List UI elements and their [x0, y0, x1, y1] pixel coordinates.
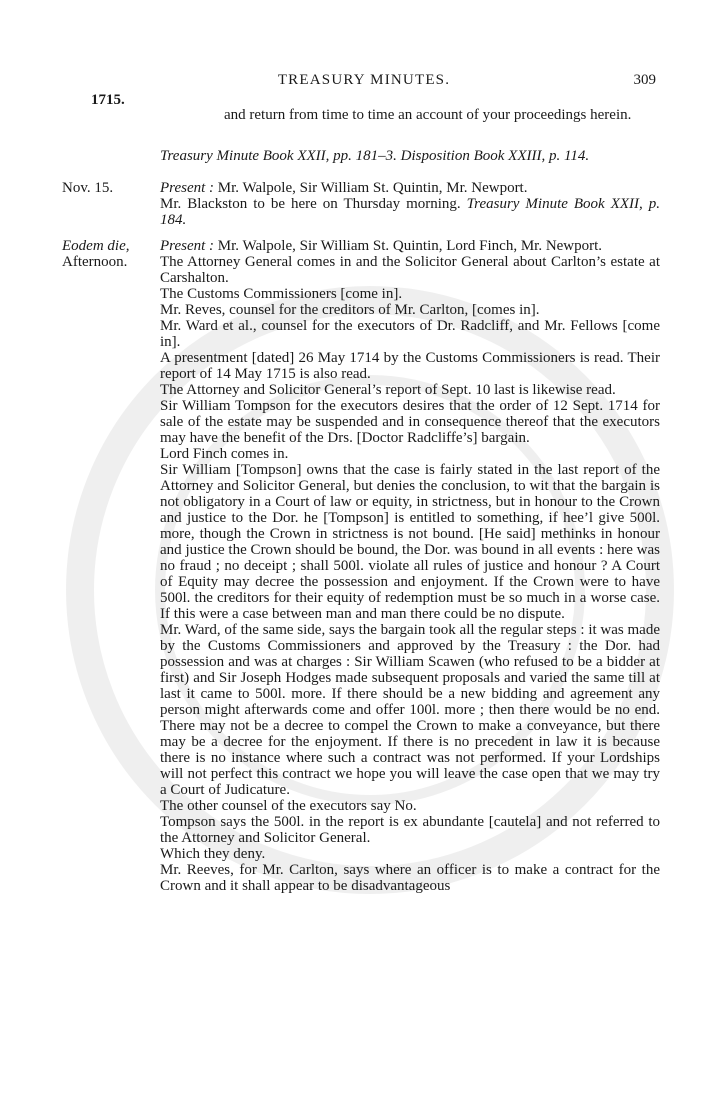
- margin-date-eodem-line2: Afternoon.: [62, 254, 128, 270]
- minute-reference: Treasury Minute Book XXII, p. 184.: [160, 196, 660, 228]
- entry-eodem: [160, 238, 660, 894]
- continuation-block: [160, 107, 660, 123]
- paragraph: Which they deny.: [160, 846, 266, 862]
- continuation-text: and return from time to time an account of your proceedings herein.: [224, 107, 632, 123]
- paragraph: The Attorney and Solicitor General’s report of Sept. 10 last is likewise read.: [160, 382, 616, 398]
- paragraph: A presentment [dated] 26 May 1714 by the Customs Commissioners is read. Their report of 14 May 1715 is also read.: [160, 350, 660, 382]
- paragraph: Mr. Ward et al., counsel for the executors of Dr. Radcliff, and Mr. Fellows [come in].: [160, 318, 660, 350]
- present-members: Mr. Walpole, Sir William St. Quintin, Lord Finch, Mr. Newport.: [217, 238, 603, 254]
- margin-date-nov15: Nov. 15.: [62, 180, 114, 196]
- continuation-reference-block: [160, 148, 660, 164]
- paragraph: Mr. Reves, counsel for the creditors of Mr. Carlton, [comes in].: [160, 302, 540, 318]
- present-line: [160, 238, 660, 254]
- paragraph: Mr. Reeves, for Mr. Carlton, says where an officer is to make a contract for the Crown and it shall appear to be disadvantageous: [160, 862, 660, 894]
- paragraph: Mr. Ward, of the same side, says the bargain took all the regular steps : it was made by the Customs Commissioners and approved by the Treasury : the Dor. had possession and was at charges : Sir William Scawen (who refused to be a bidder at first) and Sir Joseph Hodges made subsequent proposals and varied the same till at last it came to 500l. more. If there should be a new bidding and agreement any person might afterwards come and offer 100l. more ; then there would be no end. There may not be a decree to compel the Crown to make a conveyance, but there may be a decree for the enjoyment. If there is no precedent in law it is because there is no instance where such a contract was not performed. If your Lordships will not perfect this contract we hope you will leave the case open that we may try a Court of Judicature.: [160, 622, 660, 798]
- minute-line: [160, 196, 660, 228]
- paragraph: Lord Finch comes in.: [160, 446, 289, 462]
- present-label: Present :: [160, 238, 215, 254]
- present-line: [160, 180, 660, 196]
- paragraph: Sir William Tompson for the executors desires that the order of 12 Sept. 1714 for sale of the estate may be suspended and in consequence thereof that the executors may have the benefit of the Drs. [Doctor Radcliffe’s] bargain.: [160, 398, 660, 446]
- minute-text: Mr. Blackston to be here on Thursday morning.: [160, 196, 461, 212]
- page-number: 309: [633, 72, 656, 88]
- present-label: Present :: [160, 180, 215, 196]
- margin-year: 1715.: [91, 92, 125, 108]
- present-members: Mr. Walpole, Sir William St. Quintin, Mr. Newport.: [217, 180, 528, 196]
- paragraph: Sir William [Tompson] owns that the case is fairly stated in the last report of the Attorney and Solicitor General, but denies the conclusion, to wit that the bargain is not obligatory in a Court of law or equity, in strictness, but in honour to the Crown and justice to the Dor. he [Tompson] is entitled to something, if hee’l give 500l. more, though the Crown in strictness is not bound. [He said] methinks in honour and justice the Crown should be bound, the Dor. was bound in all events : here was no fraud ; no deceipt ; shall 500l. violate all rules of justice and honour ? A Court of Equity may decree the possession and enjoyment. If the Crown were to have 500l. the creditors for their equity of redemption must be so much in a worse case. If this were a case between man and man there could be no dispute.: [160, 462, 660, 622]
- entry-nov15: [160, 180, 660, 228]
- paragraph: Tompson says the 500l. in the report is ex abundante [cautela] and not referred to the Attorney and Solicitor General.: [160, 814, 660, 846]
- running-title: TREASURY MINUTES.: [277, 72, 451, 88]
- continuation-reference: Treasury Minute Book XXII, pp. 181–3. Disposition Book XXIII, p. 114.: [160, 148, 590, 164]
- paragraph: The other counsel of the executors say No.: [160, 798, 417, 814]
- margin-date-eodem: [62, 238, 157, 270]
- paragraph: The Attorney General comes in and the Solicitor General about Carlton’s estate at Carshalton.: [160, 254, 660, 286]
- paragraph: The Customs Commissioners [come in].: [160, 286, 403, 302]
- margin-date-eodem-line1: Eodem die,: [62, 238, 130, 254]
